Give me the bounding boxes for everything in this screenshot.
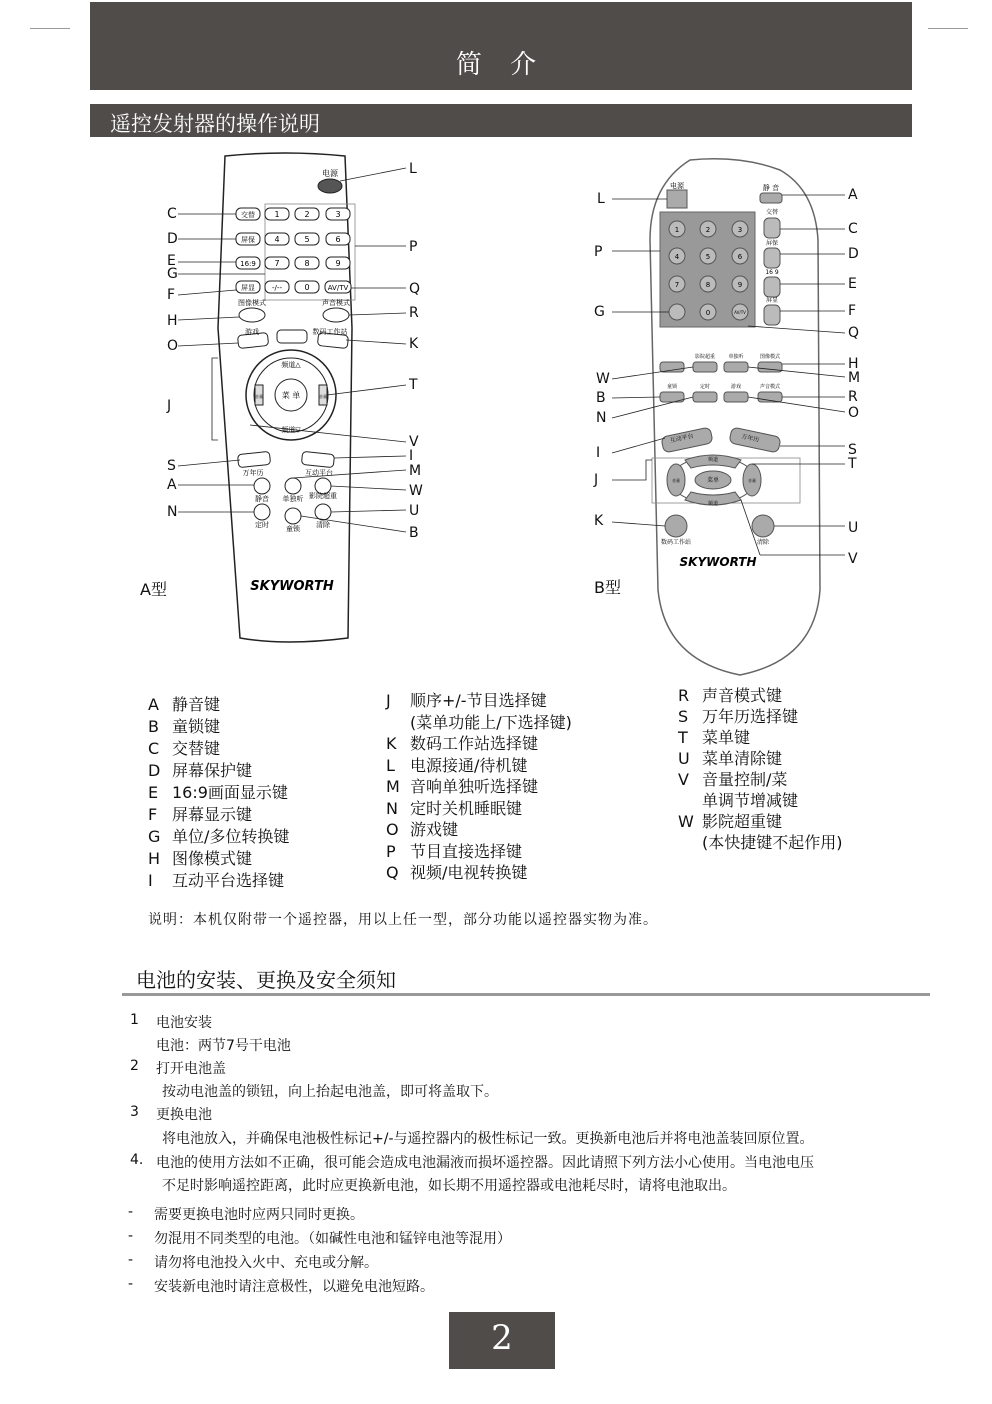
- legend-desc: 屏幕保护键: [172, 761, 253, 780]
- remote-a-power-button: [318, 179, 342, 193]
- remote-b-digit-5-label: 5: [705, 253, 711, 261]
- remote-b-label-j: J: [594, 472, 599, 488]
- legend-item: [386, 753, 527, 776]
- remote-a-digit-7-label: 7: [274, 259, 280, 268]
- legend-key: E: [148, 783, 159, 802]
- legend-item: [678, 704, 798, 727]
- remote-a-sound-mode-label: 声音模式: [322, 299, 350, 307]
- remote-b-digit-9-label: 9: [737, 281, 743, 289]
- remote-a-menu-label: 菜 单: [281, 391, 301, 400]
- step-number: 4.: [130, 1152, 144, 1168]
- remote-b-power-button: [667, 190, 687, 208]
- legend-item: [386, 774, 538, 797]
- remote-b-label-c: C: [848, 221, 858, 237]
- legend-item: [678, 830, 843, 853]
- legend-desc: 单位/多位转换键: [172, 827, 290, 846]
- remote-a-child-lock-button: [285, 508, 301, 524]
- remote-a-solo-label: 单独听: [282, 495, 304, 503]
- legend-item: [386, 839, 522, 862]
- remote-b-label-p: P: [594, 244, 603, 260]
- remote-b-digit-6-label: 6: [737, 253, 743, 261]
- remote-a-mute-label: 静音: [255, 495, 269, 503]
- remote-a-digit-2-label: 2: [304, 210, 310, 219]
- remote-b-timer-button: [693, 392, 717, 402]
- remote-b-label-o: O: [848, 405, 860, 421]
- step-body: 将电池放入，并确保电池极性标记+/-与遥控器内的极性标记一致。更换新电池后并将电池盖装回原位置。: [162, 1131, 814, 1147]
- bullet-dash: -: [128, 1204, 134, 1220]
- step-body: 电池：两节7号干电池: [156, 1038, 291, 1054]
- remote-a-digit-1-label: 1: [274, 210, 280, 219]
- legend-key: S: [678, 707, 689, 726]
- legend-key: F: [148, 805, 158, 824]
- remote-b-clear-label: 清除: [756, 539, 770, 546]
- remote-a-solo-button: [285, 478, 301, 494]
- legend-item: [386, 860, 527, 883]
- legend-desc: 节目直接选择键: [410, 841, 523, 861]
- legend-key: R: [678, 686, 690, 705]
- legend-desc: (菜单功能上/下选择键): [410, 712, 572, 732]
- legend-desc: 视频/电视转换键: [410, 863, 528, 882]
- remote-a-brand: SKYWORTH: [250, 579, 334, 594]
- remote-b-ratio-button: [764, 277, 780, 297]
- legend-key: T: [678, 728, 688, 747]
- remote-a-label-c: C: [167, 206, 177, 222]
- remote-a-label-i: I: [409, 448, 414, 464]
- legend-desc: 静音键: [172, 695, 221, 714]
- crop-mark-right: [928, 28, 968, 29]
- legend-desc: 菜单清除键: [702, 749, 783, 768]
- header-bar: [90, 2, 912, 90]
- legend-desc: 16:9画面显示键: [172, 783, 288, 802]
- remote-a-avtv-label: AV/TV: [327, 284, 349, 292]
- legend-item: [678, 746, 782, 769]
- remote-a-type-label: A型: [140, 580, 167, 599]
- legend-desc: 交替键: [172, 739, 221, 758]
- remote-b-swap-label: 交替: [765, 209, 779, 216]
- legend-key: K: [386, 734, 397, 753]
- remote-a-diagram: [140, 148, 460, 648]
- remote-a-clear-label: 清除: [316, 521, 330, 529]
- remote-note: 说明：本机仅附带一个遥控器，用以上任一型，部分功能以遥控器实物为准。: [148, 912, 658, 928]
- section-title-battery: 电池的安装、更换及安全须知: [136, 968, 396, 992]
- remote-b-sound-mode-label: 声音模式: [759, 384, 781, 390]
- remote-a-mute-button: [254, 478, 270, 494]
- bullet-dash: -: [128, 1276, 134, 1292]
- legend-key: N: [386, 798, 398, 818]
- legend-key: M: [386, 777, 400, 796]
- remote-a-label-m: M: [409, 463, 422, 479]
- legend-desc: 顺序+/-节目选择键: [410, 691, 547, 710]
- remote-a-display-label: 屏显: [241, 284, 255, 292]
- step-body: 按动电池盖的锁钮，向上抬起电池盖，即可将盖取下。: [162, 1084, 498, 1100]
- remote-b-menu-label: 菜单: [706, 477, 720, 484]
- remote-a-label-k: K: [409, 336, 419, 352]
- page-title: 简 介: [455, 50, 547, 80]
- bullet-item: 请勿将电池投入火中、充电或分解。: [154, 1255, 378, 1271]
- remote-b-type-label: B型: [594, 578, 621, 597]
- remote-a-blank-button: [277, 330, 307, 343]
- step-title: 更换电池: [156, 1107, 212, 1123]
- step-number: 1: [130, 1012, 139, 1028]
- legend-key: J: [386, 691, 391, 710]
- remote-a-digit-5-label: 5: [304, 235, 310, 244]
- legend-key: O: [386, 820, 399, 839]
- legend-item: [678, 767, 787, 790]
- remote-b-label-f: F: [848, 303, 857, 319]
- remote-a-clear-button: [315, 504, 331, 520]
- legend-item: [678, 788, 798, 811]
- legend-item: [148, 846, 252, 869]
- bullet-dash: -: [128, 1252, 134, 1268]
- legend-item: [386, 688, 547, 711]
- remote-b-label-l: L: [597, 191, 605, 207]
- step-body: 不足时影响遥控距离，此时应更换新电池，如长期不用遥控器或电池耗尽时，请将电池取出。: [162, 1178, 736, 1194]
- remote-b-swap-button: [764, 218, 780, 238]
- legend-item: [386, 796, 522, 819]
- remote-b-ratio-label: 16 9: [765, 269, 779, 276]
- remote-a-label-e: E: [167, 253, 176, 269]
- legend-desc: 数码工作站选择键: [410, 734, 539, 753]
- remote-b-cinema-button: [693, 362, 717, 372]
- remote-a-calendar-label: 万年历: [242, 469, 264, 477]
- remote-b-digit-8-label: 8: [705, 281, 711, 289]
- remote-b-ch-up-label: 频道: [707, 457, 719, 463]
- remote-a-label-t: T: [409, 377, 418, 393]
- legend-desc: 菜单键: [702, 728, 751, 747]
- legend-desc: 电源接通/待机键: [410, 755, 528, 775]
- remote-a-calendar-button: [237, 451, 270, 467]
- legend-item: [148, 692, 220, 715]
- remote-a-platform-button: [301, 451, 334, 467]
- step-number: 2: [130, 1058, 139, 1074]
- remote-b-label-h: H: [848, 356, 859, 372]
- remote-b-digit-7-label: 7: [674, 281, 680, 289]
- remote-a-ratio-label: 16:9: [240, 260, 256, 268]
- remote-a-label-w: W: [409, 483, 423, 499]
- remote-b-vol-right-label: 音量: [748, 478, 756, 483]
- remote-a-label-v: V: [409, 434, 419, 450]
- remote-b-display-label: 屏显: [765, 297, 779, 304]
- remote-b-calendar-label: 万年历: [740, 433, 760, 444]
- remote-a-label-n: N: [167, 504, 178, 520]
- legend-desc: 定时关机睡眠键: [410, 798, 523, 818]
- legend-desc: (本快捷键不起作用): [702, 833, 843, 852]
- remote-b-picture-mode-label: 图像模式: [759, 354, 781, 360]
- legend-key: A: [148, 695, 159, 714]
- remote-b-solo-label: 单独听: [728, 354, 744, 360]
- legend-desc: 音量控制/菜: [702, 770, 788, 789]
- remote-a-label-l: L: [409, 161, 417, 177]
- remote-a-label-b: B: [409, 525, 419, 541]
- remote-b-platform-label: 互动平台: [669, 432, 695, 445]
- remote-a-label-f: F: [167, 287, 176, 303]
- legend-key: V: [678, 770, 689, 789]
- legend-item: [148, 802, 252, 825]
- legend-key: H: [148, 849, 161, 868]
- remote-b-digit-toggle-button: [669, 304, 685, 320]
- remote-b-workstation-button: [665, 515, 687, 537]
- remote-b-label-k: K: [594, 513, 604, 529]
- remote-a-timer-button: [254, 504, 270, 520]
- bullet-item: 勿混用不同类型的电池。（如碱性电池和锰锌电池等混用）: [154, 1231, 511, 1247]
- remote-b-label-n: N: [596, 410, 607, 426]
- remote-a-cinema-label: 影院超重: [309, 492, 337, 500]
- remote-b-label-w: W: [596, 371, 610, 387]
- legend-desc: 影院超重键: [702, 812, 783, 831]
- remote-a-power-label: 电源: [322, 169, 338, 178]
- remote-b-clear-button: [752, 515, 774, 537]
- remote-a-label-a: A: [167, 477, 177, 493]
- section-rule: [122, 993, 930, 996]
- remote-b-screensaver-button: [764, 248, 780, 268]
- remote-a-digit-6-label: 6: [335, 235, 341, 244]
- step-title: 电池的使用方法如不正确，很可能会造成电池漏液而损坏遥控器。因此请照下列方法小心使用。当电池电压: [156, 1155, 814, 1171]
- remote-a-label-j: J: [167, 398, 172, 414]
- remote-b-digit-0-label: 0: [705, 309, 711, 317]
- remote-b-avtv-label: AV/TV: [734, 310, 746, 315]
- remote-a-picture-mode-button: [239, 308, 265, 322]
- legend-key: P: [386, 841, 396, 861]
- legend-key: C: [148, 739, 160, 758]
- legend-key: B: [148, 717, 159, 736]
- legend-item: [678, 809, 782, 832]
- legend-key: L: [386, 755, 395, 775]
- legend-item: [386, 710, 572, 733]
- remote-a-digit-0-label: 0: [304, 283, 310, 292]
- legend-item: [148, 824, 289, 847]
- legend-desc: 游戏键: [410, 820, 459, 839]
- remote-a-digit-4-label: 4: [274, 235, 280, 244]
- legend-item: [148, 780, 288, 803]
- step-number: 3: [130, 1104, 139, 1120]
- remote-b-label-b: B: [596, 390, 606, 406]
- section-bar-remote: [90, 104, 912, 137]
- legend-desc: 互动平台选择键: [172, 871, 285, 890]
- legend-item: [386, 731, 538, 754]
- legend-item: [678, 683, 782, 706]
- crop-mark-left: [30, 28, 70, 29]
- legend-key: W: [678, 812, 694, 831]
- bullet-item: 需要更换电池时应两只同时更换。: [154, 1207, 364, 1223]
- legend-item: [148, 868, 284, 891]
- remote-a-label-o: O: [167, 338, 179, 354]
- remote-a-digit-9-label: 9: [335, 259, 341, 268]
- remote-b-screensaver-label: 屏保: [765, 240, 779, 247]
- remote-a-platform-label: 互动平台: [305, 469, 333, 477]
- legend-key: D: [148, 761, 161, 780]
- legend-item: [148, 736, 220, 759]
- remote-a-label-g: G: [167, 266, 178, 282]
- remote-b-label-u: U: [848, 520, 859, 536]
- remote-a-picture-mode-label: 图像模式: [238, 299, 266, 307]
- remote-b-label-r: R: [848, 389, 858, 405]
- remote-a-digit-8-label: 8: [304, 259, 310, 268]
- remote-b-label-d: D: [848, 246, 859, 262]
- remote-a-vol-right-label: 音量: [319, 394, 327, 399]
- legend-desc: 音响单独听选择键: [410, 777, 539, 796]
- legend-item: [148, 758, 252, 781]
- bullet-item: 安装新电池时请注意极性，以避免电池短路。: [154, 1279, 434, 1295]
- remote-a-game-label: 游戏: [245, 328, 259, 336]
- remote-b-vol-left-label: 音量: [672, 478, 680, 483]
- remote-b-workstation-label: 数码工作站: [660, 539, 692, 546]
- legend-desc: 声音模式键: [702, 686, 783, 705]
- remote-b-label-q: Q: [848, 325, 860, 341]
- remote-a-label-h: H: [167, 313, 178, 329]
- remote-b-label-i: I: [596, 445, 601, 461]
- remote-a-timer-label: 定时: [255, 521, 269, 529]
- remote-b-timer-label: 定时: [699, 384, 711, 390]
- remote-b-solo-button: [724, 362, 748, 372]
- remote-b-label-m: M: [848, 370, 861, 386]
- legend-desc: 万年历选择键: [702, 707, 799, 726]
- remote-b-mute-button: [760, 193, 782, 203]
- remote-b-power-label: 电源: [670, 182, 684, 190]
- remote-b-digit-4-label: 4: [674, 253, 680, 261]
- legend-item: [148, 714, 220, 737]
- page-number: 2: [491, 1318, 513, 1358]
- remote-b-label-t: T: [848, 456, 857, 472]
- remote-a-sound-mode-button: [323, 308, 349, 322]
- remote-b-label-v: V: [848, 551, 858, 567]
- remote-a-swap-label: 交替: [241, 211, 255, 219]
- remote-b-digit-3-label: 3: [737, 226, 743, 234]
- remote-a-digit-3-label: 3: [335, 210, 341, 219]
- remote-b-label-e: E: [848, 276, 857, 292]
- remote-a-digit-toggle-label: -/--: [272, 284, 282, 292]
- section-title-remote: 遥控发射器的操作说明: [110, 112, 320, 136]
- remote-b-brand: SKYWORTH: [679, 555, 757, 569]
- remote-a-label-q: Q: [409, 281, 421, 297]
- remote-b-cinema-label: 影院超重: [694, 354, 716, 360]
- remote-b-digit-2-label: 2: [705, 226, 711, 234]
- remote-b-display-button: [764, 305, 780, 325]
- remote-a-screensaver-label: 屏保: [241, 236, 255, 244]
- legend-desc: 童锁键: [172, 717, 221, 736]
- remote-b-mute-label: 静 音: [762, 184, 780, 192]
- remote-b-label-g: G: [594, 304, 605, 320]
- step-title: 电池安装: [156, 1015, 212, 1031]
- remote-b-diagram: [590, 150, 860, 680]
- remote-a-ch-down-label: 频道▽: [281, 426, 301, 434]
- remote-b-game-button: [724, 392, 748, 402]
- legend-desc: 单调节增减键: [702, 791, 799, 810]
- legend-desc: 屏幕显示键: [172, 805, 253, 824]
- remote-b-label-a: A: [848, 187, 858, 203]
- legend-key: U: [678, 749, 690, 768]
- remote-b-game-label: 游戏: [730, 384, 742, 390]
- legend-item: [386, 817, 458, 840]
- remote-a-ch-up-label: 频道△: [281, 361, 301, 369]
- remote-a-vol-left-label: 音量: [255, 394, 263, 399]
- remote-a-label-u: U: [409, 503, 420, 519]
- legend-key: Q: [386, 863, 399, 882]
- legend-desc: 图像模式键: [172, 849, 253, 868]
- bullet-dash: -: [128, 1228, 134, 1244]
- step-title: 打开电池盖: [156, 1061, 226, 1077]
- legend-key: I: [148, 871, 153, 890]
- remote-a-label-p: P: [409, 239, 418, 255]
- legend-key: G: [148, 827, 161, 846]
- remote-a-child-lock-label: 童锁: [286, 525, 300, 533]
- remote-a-label-s: S: [167, 458, 176, 474]
- remote-a-workstation-label: 数码工作站: [312, 328, 348, 336]
- remote-b-child-lock-label: 童锁: [666, 384, 678, 390]
- remote-b-digit-1-label: 1: [674, 226, 680, 234]
- remote-a-label-d: D: [167, 231, 178, 247]
- remote-a-label-r: R: [409, 305, 419, 321]
- page-number-box: [449, 1312, 555, 1369]
- remote-b-label-s: S: [848, 442, 857, 458]
- legend-item: [678, 725, 750, 748]
- remote-b-ch-down-label: 频道: [707, 501, 719, 507]
